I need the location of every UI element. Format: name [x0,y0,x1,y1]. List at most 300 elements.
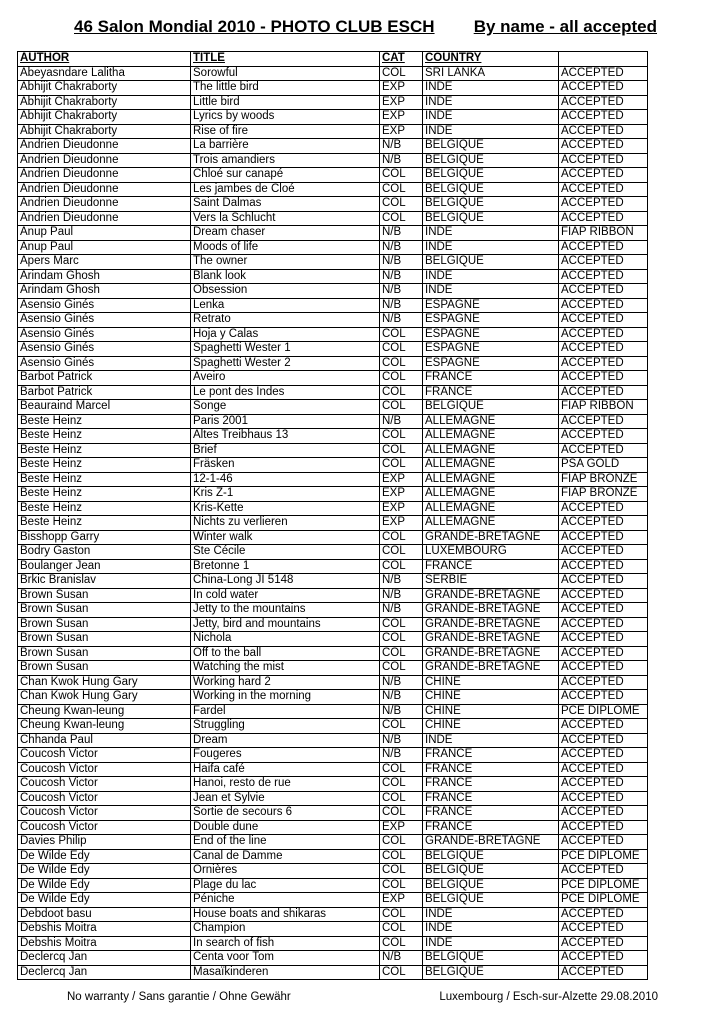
status-cell: ACCEPTED [559,907,648,922]
title-cell: Nichola [191,632,380,647]
country-cell: ALLEMAGNE [423,414,559,429]
table-row [18,922,648,937]
author-cell: Anup Paul [18,226,191,241]
country-cell: ALLEMAGNE [423,472,559,487]
country-cell: GRANDE-BRETAGNE [423,632,559,647]
column-header-status [559,52,648,67]
country-cell: INDE [423,284,559,299]
author-cell: Brown Susan [18,661,191,676]
status-cell: ACCEPTED [559,124,648,139]
table-row [18,951,648,966]
cat-cell: COL [380,835,423,850]
country-cell: BELGIQUE [423,400,559,415]
cat-cell: COL [380,777,423,792]
status-cell: ACCEPTED [559,864,648,879]
cat-cell: COL [380,545,423,560]
status-cell: PCE DIPLOME [559,704,648,719]
author-cell: Brown Susan [18,617,191,632]
country-cell: BELGIQUE [423,168,559,183]
cat-cell: COL [380,646,423,661]
status-cell: ACCEPTED [559,777,648,792]
title-cell: Dream chaser [191,226,380,241]
country-cell: ESPAGNE [423,313,559,328]
cat-cell: N/B [380,313,423,328]
title-cell: Jean et Sylvie [191,791,380,806]
table-row [18,965,648,980]
author-cell: Abhijit Chakraborty [18,124,191,139]
title-cell: In search of fish [191,936,380,951]
title-cell: Fougeres [191,748,380,763]
title-cell: Kris-Kette [191,501,380,516]
author-cell: Asensio Ginés [18,313,191,328]
title-cell: Sorowful [191,66,380,81]
country-cell: BELGIQUE [423,139,559,154]
title-cell: Obsession [191,284,380,299]
cat-cell: N/B [380,139,423,154]
title-cell: Spaghetti Wester 1 [191,342,380,357]
author-cell: Declercq Jan [18,951,191,966]
country-cell: ESPAGNE [423,356,559,371]
title-cell: Masaïkinderen [191,965,380,980]
author-cell: Cheung Kwan-leung [18,704,191,719]
cat-cell: N/B [380,704,423,719]
status-cell: PSA GOLD [559,458,648,473]
table-row [18,936,648,951]
status-cell: ACCEPTED [559,443,648,458]
title-cell: Aveiro [191,371,380,386]
status-cell: ACCEPTED [559,574,648,589]
country-cell: ESPAGNE [423,298,559,313]
status-cell: ACCEPTED [559,588,648,603]
author-cell: Beste Heinz [18,501,191,516]
status-cell: ACCEPTED [559,951,648,966]
table-row [18,559,648,574]
author-cell: Beste Heinz [18,487,191,502]
cat-cell: N/B [380,748,423,763]
table-row [18,168,648,183]
country-cell: GRANDE-BRETAGNE [423,646,559,661]
author-cell: Davies Philip [18,835,191,850]
author-cell: Bisshopp Garry [18,530,191,545]
title-cell: End of the line [191,835,380,850]
table-row [18,400,648,415]
cat-cell: N/B [380,603,423,618]
cat-cell: N/B [380,414,423,429]
table-row [18,835,648,850]
cat-cell: COL [380,530,423,545]
title-cell: Trois amandiers [191,153,380,168]
status-cell: ACCEPTED [559,385,648,400]
title-cell: The owner [191,255,380,270]
table-row [18,675,648,690]
cat-cell: N/B [380,298,423,313]
title-cell: Péniche [191,893,380,908]
table-body [18,66,648,980]
cat-cell: COL [380,211,423,226]
cat-cell: COL [380,632,423,647]
table-row [18,820,648,835]
cat-cell: N/B [380,675,423,690]
cat-cell: COL [380,66,423,81]
table-row [18,153,648,168]
status-cell: ACCEPTED [559,327,648,342]
author-cell: De Wilde Edy [18,849,191,864]
country-cell: FRANCE [423,777,559,792]
table-row [18,414,648,429]
document-header [0,17,724,41]
cat-cell: COL [380,458,423,473]
country-cell: CHINE [423,675,559,690]
country-cell: BELGIQUE [423,864,559,879]
country-cell: ALLEMAGNE [423,443,559,458]
table-row [18,226,648,241]
table-row [18,95,648,110]
title-cell: Brief [191,443,380,458]
table-header-row [18,52,648,67]
status-cell: FIAP BRONZE [559,472,648,487]
status-cell: ACCEPTED [559,139,648,154]
cat-cell: COL [380,342,423,357]
table-row [18,530,648,545]
status-cell: ACCEPTED [559,153,648,168]
status-cell: ACCEPTED [559,168,648,183]
status-cell: ACCEPTED [559,501,648,516]
author-cell: De Wilde Edy [18,878,191,893]
title-cell: Struggling [191,719,380,734]
author-cell: De Wilde Edy [18,864,191,879]
table-row [18,574,648,589]
status-cell: ACCEPTED [559,545,648,560]
country-cell: INDE [423,922,559,937]
author-cell: Boulanger Jean [18,559,191,574]
country-cell: INDE [423,95,559,110]
status-cell: ACCEPTED [559,690,648,705]
cat-cell: COL [380,719,423,734]
status-cell: PCE DIPLOME [559,893,648,908]
author-cell: Brown Susan [18,632,191,647]
cat-cell: COL [380,878,423,893]
title-cell: Canal de Damme [191,849,380,864]
table-row [18,878,648,893]
country-cell: INDE [423,124,559,139]
cat-cell: EXP [380,487,423,502]
title-cell: Double dune [191,820,380,835]
country-cell: GRANDE-BRETAGNE [423,588,559,603]
cat-cell: N/B [380,153,423,168]
status-cell: PCE DIPLOME [559,878,648,893]
country-cell: SERBIE [423,574,559,589]
cat-cell: N/B [380,588,423,603]
title-cell: Haifa café [191,762,380,777]
country-cell: FRANCE [423,559,559,574]
title-cell: In cold water [191,588,380,603]
cat-cell: COL [380,617,423,632]
author-cell: Asensio Ginés [18,298,191,313]
cat-cell: EXP [380,81,423,96]
country-cell: ALLEMAGNE [423,501,559,516]
title-cell: 12-1-46 [191,472,380,487]
author-cell: Anup Paul [18,240,191,255]
cat-cell: N/B [380,733,423,748]
country-cell: GRANDE-BRETAGNE [423,603,559,618]
title-cell: Paris 2001 [191,414,380,429]
author-cell: Bodry Gaston [18,545,191,560]
author-cell: Beste Heinz [18,429,191,444]
title-cell: Le pont des Indes [191,385,380,400]
country-cell: CHINE [423,690,559,705]
cat-cell: COL [380,864,423,879]
author-cell: Coucosh Victor [18,777,191,792]
title-cell: Bretonne 1 [191,559,380,574]
cat-cell: N/B [380,284,423,299]
cat-cell: COL [380,907,423,922]
author-cell: Arindam Ghosh [18,284,191,299]
status-cell: ACCEPTED [559,646,648,661]
author-cell: Andrien Dieudonne [18,197,191,212]
table-row [18,777,648,792]
country-cell: BELGIQUE [423,893,559,908]
title-cell: Spaghetti Wester 2 [191,356,380,371]
title-cell: Nichts zu verlieren [191,516,380,531]
cat-cell: COL [380,385,423,400]
author-cell: Asensio Ginés [18,327,191,342]
table-row [18,472,648,487]
title-cell: Lyrics by woods [191,110,380,125]
cat-cell: EXP [380,501,423,516]
status-cell: ACCEPTED [559,559,648,574]
title-cell: Working in the morning [191,690,380,705]
title-cell: China-Long JI 5148 [191,574,380,589]
title-cell: Vers la Schlucht [191,211,380,226]
status-cell: ACCEPTED [559,820,648,835]
cat-cell: COL [380,936,423,951]
author-cell: Barbot Patrick [18,371,191,386]
author-cell: Cheung Kwan-leung [18,719,191,734]
status-cell: ACCEPTED [559,81,648,96]
country-cell: CHINE [423,719,559,734]
author-cell: Asensio Ginés [18,356,191,371]
status-cell: ACCEPTED [559,211,648,226]
cat-cell: N/B [380,226,423,241]
cat-cell: N/B [380,269,423,284]
status-cell: ACCEPTED [559,603,648,618]
country-cell: INDE [423,226,559,241]
table-row [18,632,648,647]
status-cell: ACCEPTED [559,313,648,328]
results-table [17,51,648,980]
status-cell: ACCEPTED [559,342,648,357]
author-cell: Beste Heinz [18,414,191,429]
country-cell: GRANDE-BRETAGNE [423,835,559,850]
title-cell: Jetty to the mountains [191,603,380,618]
table-row [18,704,648,719]
cat-cell: COL [380,182,423,197]
author-cell: Abhijit Chakraborty [18,110,191,125]
title-cell: Little bird [191,95,380,110]
table-row [18,849,648,864]
country-cell: BELGIQUE [423,849,559,864]
column-header-title: TITLE [191,52,380,67]
country-cell: ALLEMAGNE [423,429,559,444]
country-cell: BELGIQUE [423,211,559,226]
title-cell: Les jambes de Cloé [191,182,380,197]
author-cell: De Wilde Edy [18,893,191,908]
country-cell: INDE [423,907,559,922]
country-cell: FRANCE [423,762,559,777]
cat-cell: COL [380,197,423,212]
table-row [18,893,648,908]
status-cell: ACCEPTED [559,748,648,763]
table-row [18,342,648,357]
author-cell: Coucosh Victor [18,791,191,806]
status-cell: ACCEPTED [559,356,648,371]
status-cell: ACCEPTED [559,632,648,647]
cat-cell: EXP [380,516,423,531]
column-header-author: AUTHOR [18,52,191,67]
status-cell: ACCEPTED [559,719,648,734]
table-row [18,211,648,226]
author-cell: Arindam Ghosh [18,269,191,284]
author-cell: Asensio Ginés [18,342,191,357]
column-header-cat: CAT [380,52,423,67]
cat-cell: EXP [380,820,423,835]
country-cell: SRI LANKA [423,66,559,81]
author-cell: Chhanda Paul [18,733,191,748]
table-row [18,429,648,444]
status-cell: ACCEPTED [559,675,648,690]
title-cell: Fardel [191,704,380,719]
author-cell: Brown Susan [18,646,191,661]
table-row [18,806,648,821]
cat-cell: EXP [380,472,423,487]
country-cell: FRANCE [423,748,559,763]
table-row [18,255,648,270]
status-cell: FIAP BRONZE [559,487,648,502]
country-cell: ESPAGNE [423,327,559,342]
table-row [18,733,648,748]
title-cell: Ste Cécile [191,545,380,560]
title-cell: Chloé sur canapé [191,168,380,183]
status-cell: ACCEPTED [559,298,648,313]
status-cell: ACCEPTED [559,269,648,284]
title-cell: Kris Z-1 [191,487,380,502]
table-row [18,385,648,400]
country-cell: BELGIQUE [423,197,559,212]
title-cell: Watching the mist [191,661,380,676]
title-cell: House boats and shikaras [191,907,380,922]
author-cell: Apers Marc [18,255,191,270]
table-row [18,139,648,154]
status-cell: ACCEPTED [559,182,648,197]
author-cell: Andrien Dieudonne [18,168,191,183]
table-row [18,124,648,139]
status-cell: ACCEPTED [559,429,648,444]
cat-cell: COL [380,559,423,574]
status-cell: ACCEPTED [559,733,648,748]
cat-cell: COL [380,661,423,676]
status-cell: ACCEPTED [559,110,648,125]
table-row [18,603,648,618]
table-row [18,240,648,255]
title-cell: Sortie de secours 6 [191,806,380,821]
country-cell: BELGIQUE [423,182,559,197]
title-cell: Ornières [191,864,380,879]
cat-cell: COL [380,791,423,806]
table-row [18,458,648,473]
author-cell: Chan Kwok Hung Gary [18,690,191,705]
title-cell: Winter walk [191,530,380,545]
title-cell: Working hard 2 [191,675,380,690]
author-cell: Debdoot basu [18,907,191,922]
status-cell: ACCEPTED [559,197,648,212]
cat-cell: N/B [380,574,423,589]
country-cell: FRANCE [423,371,559,386]
country-cell: FRANCE [423,791,559,806]
author-cell: Chan Kwok Hung Gary [18,675,191,690]
cat-cell: EXP [380,95,423,110]
country-cell: INDE [423,936,559,951]
author-cell: Beauraind Marcel [18,400,191,415]
status-cell: FIAP RIBBON [559,400,648,415]
country-cell: INDE [423,81,559,96]
title-cell: La barrière [191,139,380,154]
cat-cell: EXP [380,124,423,139]
author-cell: Brown Susan [18,588,191,603]
author-cell: Brkic Branislav [18,574,191,589]
cat-cell: N/B [380,240,423,255]
country-cell: ESPAGNE [423,342,559,357]
table-row [18,182,648,197]
cat-cell: COL [380,762,423,777]
table-row [18,269,648,284]
cat-cell: COL [380,327,423,342]
cat-cell: EXP [380,893,423,908]
table-row [18,791,648,806]
table-row [18,617,648,632]
title-cell: Retrato [191,313,380,328]
cat-cell: COL [380,443,423,458]
table-row [18,197,648,212]
country-cell: LUXEMBOURG [423,545,559,560]
title-cell: Dream [191,733,380,748]
table-row [18,748,648,763]
country-cell: FRANCE [423,806,559,821]
status-cell: ACCEPTED [559,936,648,951]
status-cell: ACCEPTED [559,530,648,545]
table-row [18,690,648,705]
author-cell: Coucosh Victor [18,806,191,821]
footer-location-date: Luxembourg / Esch-sur-Alzette 29.08.2010 [439,991,658,1003]
country-cell: FRANCE [423,820,559,835]
author-cell: Coucosh Victor [18,748,191,763]
title-cell: Centa voor Tom [191,951,380,966]
table-row [18,646,648,661]
country-cell: ALLEMAGNE [423,458,559,473]
cat-cell: COL [380,168,423,183]
table-row [18,81,648,96]
table-row [18,907,648,922]
cat-cell: N/B [380,690,423,705]
table-row [18,327,648,342]
status-cell: ACCEPTED [559,806,648,821]
status-cell: ACCEPTED [559,516,648,531]
title-cell: Champion [191,922,380,937]
column-header-country: COUNTRY [423,52,559,67]
author-cell: Andrien Dieudonne [18,182,191,197]
author-cell: Andrien Dieudonne [18,211,191,226]
country-cell: CHINE [423,704,559,719]
author-cell: Andrien Dieudonne [18,153,191,168]
